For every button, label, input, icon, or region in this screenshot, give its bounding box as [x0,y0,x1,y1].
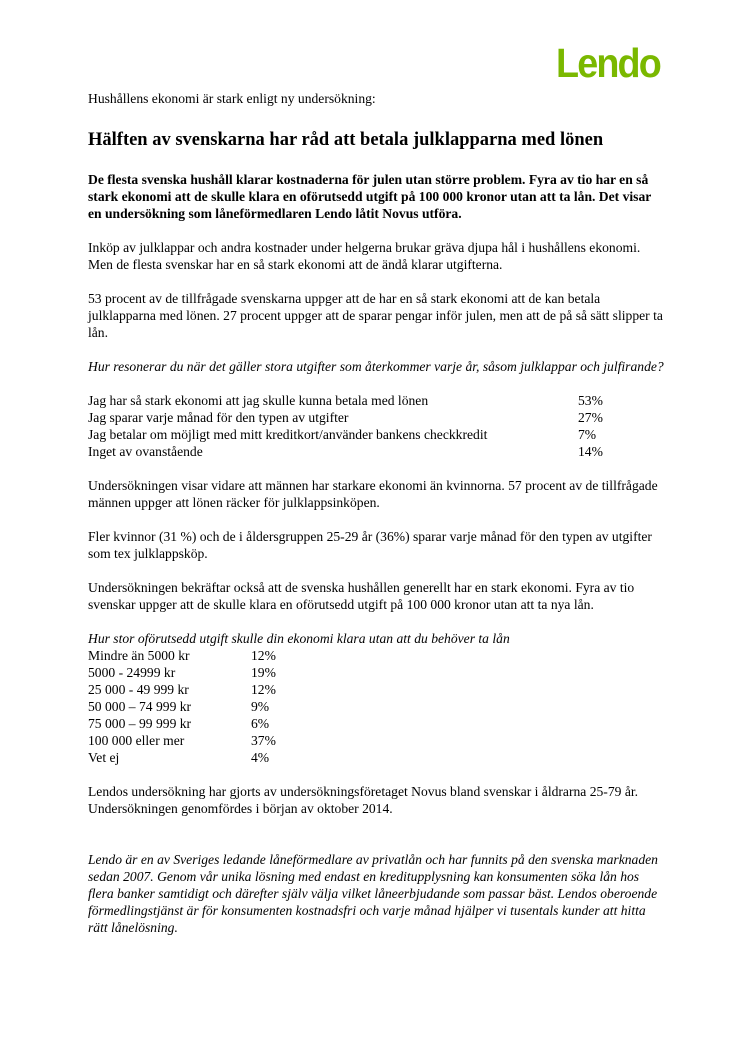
row-value: 7% [578,427,597,442]
row-label: 5000 - 24999 kr [88,665,176,680]
paragraph-5: Undersökningen bekräftar också att de svenska hushållen generellt har en stark ekonomi. Fyra av tio svenskar uppger att de skulle klara en oförutsedd utgift på 100 000 kronor utan att ta nya lån. [88,580,635,612]
table-row [88,732,276,749]
row-label: Jag har så stark ekonomi att jag skulle kunna betala med lönen [88,393,429,408]
row-value: 4% [251,750,270,765]
table-row [88,698,276,715]
table-row [88,647,276,664]
row-label: Jag betalar om möjligt med mitt kreditkort/använder bankens checkkredit [88,427,488,442]
survey-table-2 [88,647,276,766]
table-row [88,664,276,681]
row-label: 100 000 eller mer [88,733,185,748]
paragraph-3: Undersökningen visar vidare att männen har starkare ekonomi än kvinnorna. 57 procent av de tillfrågade männen uppger att lönen räcker för julklappsinköpen. [88,478,658,510]
survey-question-2: Hur stor oförutsedd utgift skulle din ekonomi klara utan att du behöver ta lån [88,631,510,646]
table-row [88,443,603,460]
row-label: Jag sparar varje månad för den typen av utgifter [88,410,349,425]
article-body [88,90,668,936]
survey-table-1 [88,392,603,460]
about-lendo: Lendo är en av Sveriges ledande låneförmedlare av privatlån och har funnits på den svenska marknaden sedan 2007. Genom vår unika lösning med endast en kreditupplysning kan konsumenten söka lån hos flera banker samtidigt och därefter själv välja vilket låneerbjudande som passar bäst. Lendos oberoende förmedlingstjänst är för konsumenten kostnadsfri och varje månad hjälper vi tusentals kunder att hitta rätt lånelösning. [88,852,658,935]
row-value: 6% [251,716,270,731]
paragraph-2: 53 procent av de tillfrågade svenskarna uppger att de har en så stark ekonomi att de kan betala julklapparna med lönen. 27 procent uppger att de sparar pengar inför julen, men att de på så sätt slipper ta lån. [88,291,663,340]
row-value: 53% [578,393,603,408]
table-row [88,392,603,409]
row-label: 50 000 – 74 999 kr [88,699,192,714]
row-value: 12% [251,682,276,697]
row-value: 27% [578,410,603,425]
table-row [88,681,276,698]
table-row [88,715,276,732]
lead-line: Hushållens ekonomi är stark enligt ny undersökning: [88,91,376,106]
row-value: 37% [251,733,276,748]
intro-paragraph: De flesta svenska hushåll klarar kostnaderna för julen utan större problem. Fyra av tio har en så stark ekonomi att de skulle klara en oförutsedd utgift på 100 000 kronor utan att ta lån. Det visar en undersökning som låneförmedlaren Lendo låtit Novus utföra. [88,172,652,221]
paragraph-6: Lendos undersökning har gjorts av undersökningsföretaget Novus bland svenskar i åldrarna 25-79 år. Undersökningen genomfördes i början av oktober 2014. [88,784,639,816]
lendo-logo: Lendo [556,40,660,86]
article-title: Hälften av svenskarna har råd att betala julklapparna med lönen [88,130,604,150]
row-label: Mindre än 5000 kr [88,648,190,663]
row-label: Inget av ovanstående [88,444,203,459]
row-value: 9% [251,699,270,714]
row-value: 19% [251,665,276,680]
table-row [88,749,276,766]
row-label: 75 000 – 99 999 kr [88,716,192,731]
table-row [88,409,603,426]
row-label: Vet ej [88,750,120,765]
row-label: 25 000 - 49 999 kr [88,682,189,697]
paragraph-1: Inköp av julklappar och andra kostnader under helgerna brukar gräva djupa hål i hushållens ekonomi. Men de flesta svenskar har en så stark ekonomi att de ändå klarar utgifterna. [88,240,641,272]
table-row [88,426,603,443]
survey-question-1: Hur resonerar du när det gäller stora utgifter som återkommer varje år, såsom julklappar och julfirande? [88,359,664,374]
row-value: 14% [578,444,603,459]
row-value: 12% [251,648,276,663]
paragraph-4: Fler kvinnor (31 %) och de i åldersgruppen 25-29 år (36%) sparar varje månad för den typen av utgifter som tex julklappsköp. [88,529,652,561]
